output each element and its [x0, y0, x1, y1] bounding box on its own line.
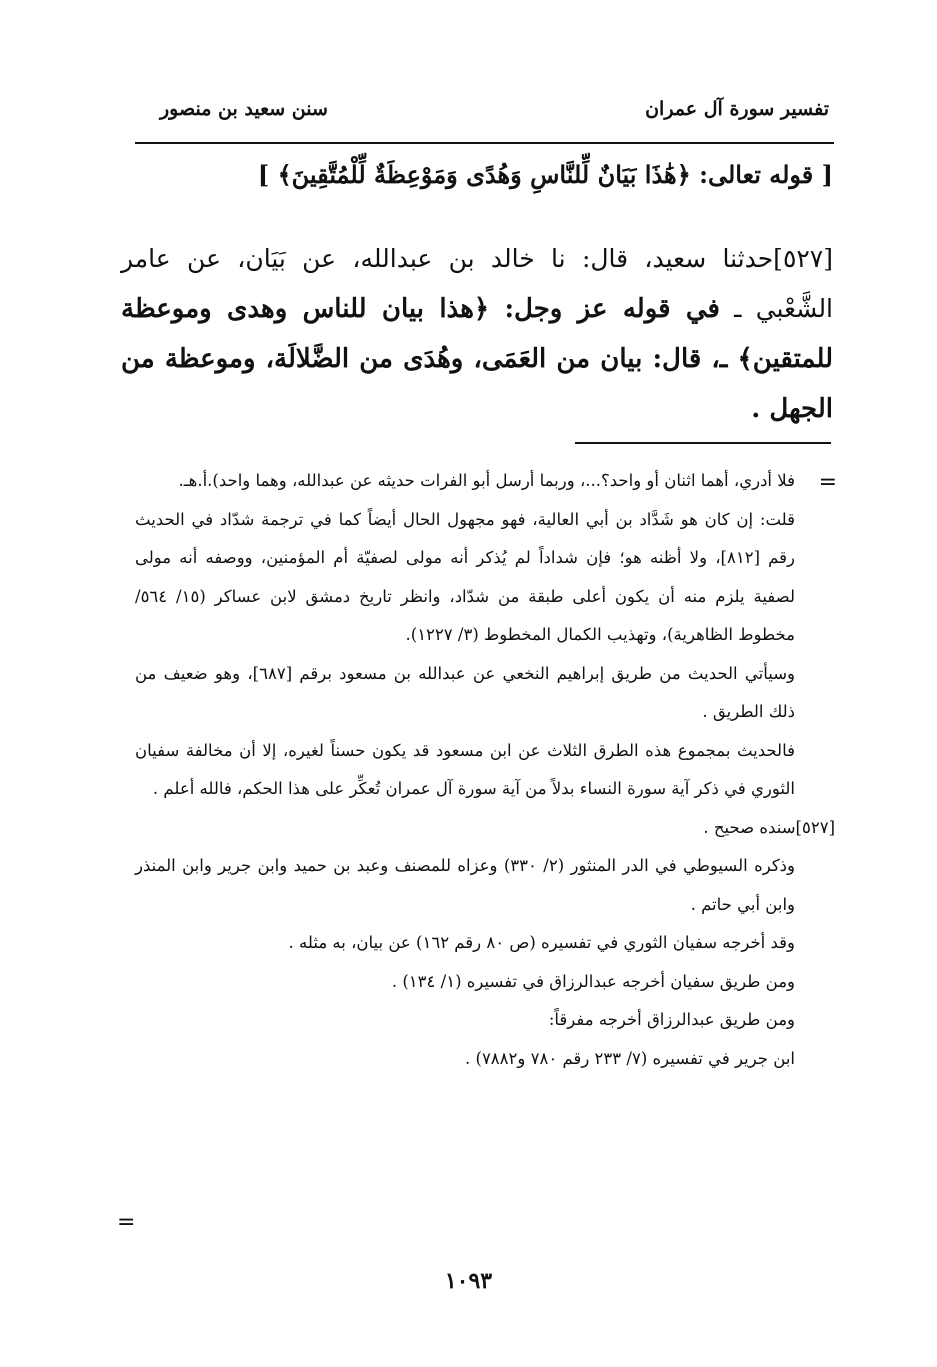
footnote-paragraph: فالحديث بمجموع هذه الطرق الثلاث عن ابن مسعود قد يكون حسناً لغيره، إلا أن مخالفة سفيان الثوري في ذكر آية سورة النساء بدلاً من آية سورة آل عمران تُعكِّر على هذا الحكم، فالله أعلم .: [135, 740, 795, 798]
hadith-number: [٥٢٧]: [773, 244, 833, 273]
verse-heading: [ قوله تعالى: ﴿هَٰذَا بَيَانٌ لِّلنَّاسِ وَهُدًى وَمَوْعِظَةٌ لِّلْمُتَّقِينَ﴾ ]: [257, 160, 833, 189]
running-head-surah: تفسير سورة آل عمران: [645, 98, 829, 120]
running-head-book: سنن سعيد بن منصور: [160, 98, 328, 120]
footnote-ref: [٥٢٧]: [795, 817, 835, 837]
continued-next-marker: =: [117, 1210, 136, 1235]
footnote-paragraph: وسيأتي الحديث من طريق إبراهيم النخعي عن عبدالله بن مسعود برقم [٦٨٧]، وهو ضعيف من ذلك الطريق .: [135, 663, 795, 721]
continued-marker: =: [818, 470, 837, 495]
footnote-527-line: وذكره السيوطي في الدر المنثور (٢/ ٣٣٠) وعزاه للمصنف وعبد بن حميد وابن جرير وابن المنذر وابن أبي حاتم .: [135, 856, 795, 914]
header-rule: [135, 142, 834, 144]
footnote-527-line: وقد أخرجه سفيان الثوري في تفسيره (ص ٨٠ رقم ١٦٢) عن بيان، به مثله .: [288, 933, 795, 952]
footnotes: [135, 462, 835, 1078]
hadith-text: [121, 234, 833, 434]
footnote-paragraph: فلا أدري، أهما اثنان أو واحد؟...، وربما أرسل أبو الفرات حديثه عن عبدالله، وهما واحد).أ.هـ.: [178, 471, 795, 490]
footnote-527-line: ابن جرير في تفسيره (٧/ ٢٣٣ رقم ٧٨٠ و٧٨٨٢) .: [465, 1048, 795, 1068]
footnote-paragraph: قلت: إن كان هو شَدَّاد بن أبي العالية، فهو مجهول الحال أيضاً كما في ترجمة شدّاد في الحديث رقم [٨١٢]، ولا أظنه هو؛ فإن شداداً لم يُذكر أنه مولى لصفيّة أم المؤمنين، ووصفه أنه مولى لصفية يلزم منه أن يكون أعلى طبقة من شدّاد، وانظر تاريخ دمشق لابن عساكر (١٥/ ٥٦٤/ مخطوط الظاهرية)، وتهذيب الكمال المخطوط (٣/ ١٢٢٧).: [135, 509, 795, 644]
footnote-527-line: ومن طريق عبدالرزاق أخرجه مفرقاً:: [548, 1010, 795, 1029]
hadith-matn: في قوله عز وجل: ﴿هذا بيان للناس وهدى وموعظة للمتقين﴾ ـ، قال: بيان من العَمَى، وهُدَى من الضَّلالَة، وموعظة من الجهل .: [121, 294, 833, 424]
hadith-isnad: حدثنا سعيد، قال: نا خالد بن عبدالله، عن بَيَان، عن عامر الشَّعْبي ـ: [121, 244, 834, 323]
footnote-527-grading: [٥٢٧]سنده صحيح .: [703, 817, 835, 837]
footnote-separator: [575, 442, 831, 444]
footnote-527-line: ومن طريق سفيان أخرجه عبدالرزاق في تفسيره (١/ ١٣٤) .: [391, 971, 795, 991]
page-number: ١٠٩٣: [444, 1268, 493, 1294]
